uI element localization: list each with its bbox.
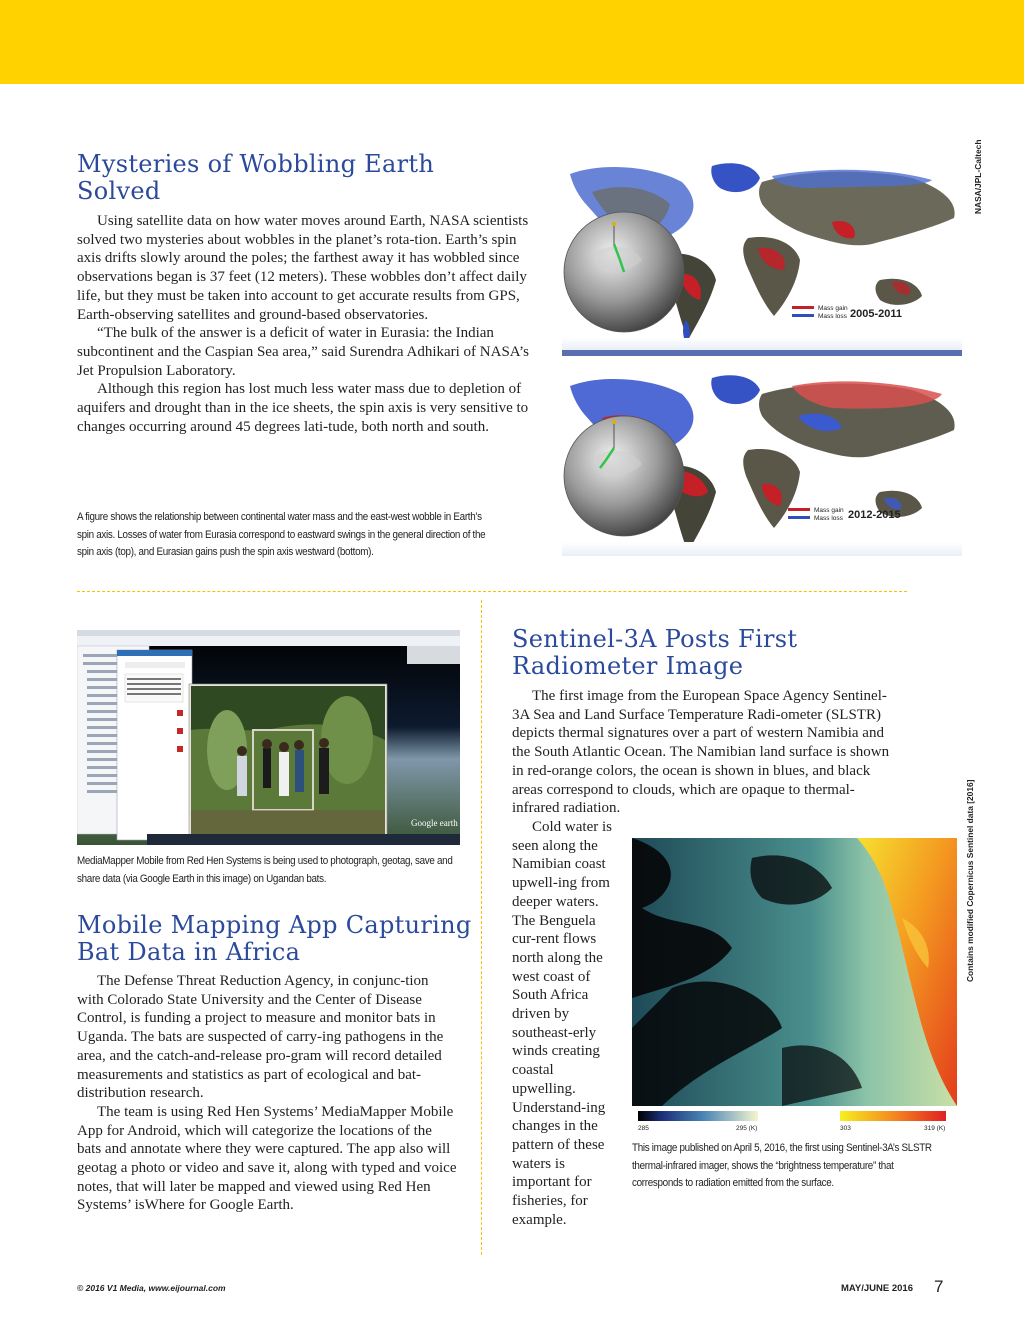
scale-label: 285: [638, 1125, 649, 1132]
article-title-wobbling-earth: Mysteries of Wobbling Earth Solved: [77, 150, 435, 205]
paragraph: Although this region has lost much less water mass due to depletion of aquifers and drought than in the ice sheets, the spin axis is very sensitive to changes occurring around 45 degrees lati-tude, both north and south.: [77, 381, 529, 435]
globe-bottom: [564, 416, 684, 536]
paragraph: “The bulk of the answer is a deficit of water in Eurasia: the Indian subcontinent and the Caspian Sea area,” said Surendra Adhikari of NASA’s Jet Propulsion Laboratory.: [77, 325, 529, 379]
water-mass-map-figure: [562, 152, 962, 556]
google-earth-watermark: Google earth: [411, 818, 458, 828]
legend-loss-label: Mass loss: [814, 515, 843, 522]
paragraph: The Defense Threat Reduction Agency, in conjunc-tion with Colorado State University and the Center of Disease Control, is funding a project to measure and monitor bats in Uganda. The bats are suspected of carry-ing pathogens in the area, and the catch-and-release pro-gram will record detailed measurements and statistics as part of ecological and bat-distribution research.: [77, 973, 444, 1102]
footer-issue-date: MAY/JUNE 2016: [841, 1283, 913, 1294]
legend-loss-label: Mass loss: [818, 313, 847, 320]
paragraph: Using satellite data on how water moves around Earth, NASA scientists solved two mysteries about wobbles in the planet’s rota-tion. Earth’s spin axis drifts slowly around the poles; the farthest away it has wobbled since observations began is 37 feet (12 meters). These wobbles don’t affect daily life, but they must be taken into account to get accurate results from GPS, Earth-observing satellites and ground-based observatories.: [77, 213, 529, 323]
section-divider-horizontal: [77, 591, 907, 592]
mediamapper-caption: MediaMapper Mobile from Red Hen Systems is being used to photograph, geotag, save and share data (via Google Earth in this image) on Ugandan bats.: [77, 855, 453, 885]
scale-label: 295 (K): [736, 1125, 758, 1132]
article-title-sentinel: Sentinel-3A Posts First Radiometer Image: [512, 625, 798, 680]
article-body-mobile-mapping: [77, 972, 457, 1215]
article-title-mobile-mapping: Mobile Mapping App Capturing Bat Data in Africa: [77, 911, 472, 966]
sentinel-thermal-image: [632, 838, 957, 1135]
page-number: 7: [934, 1277, 944, 1296]
wobble-figure-caption: A figure shows the relationship between continental water mass and the east-west wobble in Earth’s spin axis. Losses of water from Eurasia correspond to eastward swings in the general direction of the spin axis (top), and Eurasian gains push the spin axis westward (bottom).: [77, 511, 486, 558]
article-body-wobbling-earth: [77, 212, 531, 436]
article-column-sentinel: [512, 818, 618, 1229]
article-intro-sentinel: [512, 687, 900, 818]
scale-label: 319 (K): [924, 1125, 946, 1132]
water-mass-maps: [562, 152, 962, 556]
header-color-band: [0, 0, 1024, 84]
legend-gain-label: Mass gain: [814, 507, 844, 514]
scale-label: 303: [840, 1125, 851, 1132]
paragraph: Cold water is seen along the Namibian coast upwell-ing from deeper waters. The Benguela cur-rent flows north along the west coast of South Africa driven by southeast-erly winds creating coastal upwelling. Understand-ing changes in the pattern of these waters is important for fisheries, for example.: [512, 819, 612, 1228]
photo-credit-nasa: NASA/JPL-Caltech: [973, 139, 983, 214]
legend-gain-label: Mass gain: [818, 305, 848, 312]
paragraph: The first image from the European Space Agency Sentinel-3A Sea and Land Surface Temperature Radi-ometer (SLSTR) depicts thermal signatures over a part of western Namibia and the South Atlantic Ocean. The Namibian land surface is shown in red-orange colors, the ocean is shown in blues, and black areas correspond to clouds, which are opaque to thermal-infrared radiation.: [512, 688, 890, 817]
paragraph: The team is using Red Hen Systems’ MediaMapper Mobile App for Android, which will categorize the locations of the bats and annotate where they were captured. The app also will geotag a photo or video and save it, along with typed and voice notes, that will later be mapped and viewed using Red Hen Systems’ isWhere for Google Earth.: [77, 1103, 457, 1214]
mediamapper-screenshot: [77, 630, 460, 845]
map-panel-bottom: [562, 364, 962, 556]
sentinel-figure-caption: This image published on April 5, 2016, the first using Sentinel-3A’s SLSTR thermal-infrared imager, shows the “brightness temperature” that corresponds to radiation emitted from the surface.: [632, 1142, 932, 1189]
period-label-top: 2005-2011: [850, 308, 902, 320]
period-label-bottom: 2012-2015: [848, 509, 901, 521]
photo-credit-copernicus: Contains modified Copernicus Sentinel data [2016]: [965, 779, 975, 982]
footer-copyright: © 2016 V1 Media, www.eijournal.com: [77, 1283, 226, 1293]
map-panel-top: [562, 152, 962, 356]
